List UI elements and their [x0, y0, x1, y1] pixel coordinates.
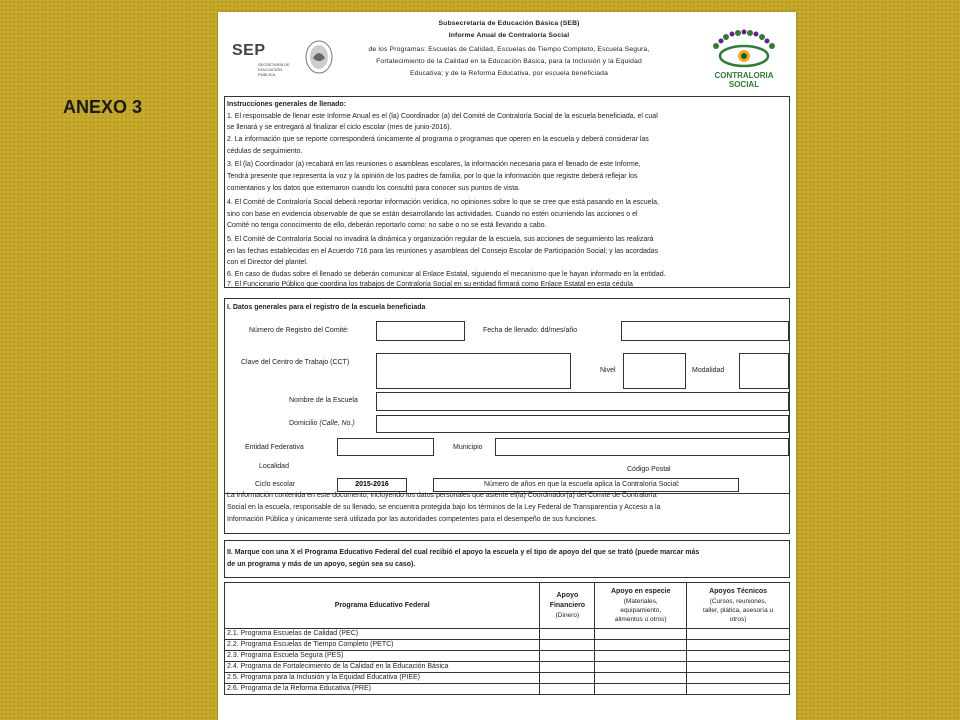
section-2-header	[224, 540, 790, 578]
tecnicos-cell[interactable]	[687, 629, 790, 640]
tecnicos-cell[interactable]	[687, 684, 790, 695]
section-2-title-1: II. Marque con una X el Programa Educativo Federal del cual recibió el apoyo la escuela y el tipo de apoyo del que se trató (puede marcar más	[227, 549, 700, 556]
sep-logo-subtitle: SECRETARÍA DE EDUCACIÓN PÚBLICA	[258, 62, 290, 77]
header-line-3: de los Programas: Escuelas de Calidad, Escuelas de Tiempo Completo, Escuela Segura,	[368, 46, 650, 53]
col-tecnicos-sub-2: taller, plática, asesoría u	[703, 607, 774, 614]
tecnicos-cell[interactable]	[687, 673, 790, 684]
instructions-title: Instrucciones generales de llenado:	[227, 101, 347, 108]
table-row	[225, 673, 790, 684]
especie-cell[interactable]	[595, 640, 687, 651]
instruction-line: 3. El (la) Coordinador (a) recabará en las reuniones o asambleas escolares, la información necesaria para el llenado de este Informe,	[227, 161, 641, 168]
tecnicos-cell[interactable]	[687, 651, 790, 662]
especie-cell[interactable]	[595, 673, 687, 684]
cs-logo-text-1: CONTRALORIA	[714, 71, 774, 80]
localidad-label: Localidad	[259, 463, 289, 470]
tecnicos-cell[interactable]	[687, 640, 790, 651]
report-document	[218, 12, 796, 720]
instruction-line: en las fechas establecidas en el Acuerdo 716 para las reuniones y asambleas del Consejo Escolar de Participación Social; y las acordadas	[227, 248, 659, 255]
program-name: 2.2. Programa Escuelas de Tiempo Completo (PETC)	[225, 640, 540, 651]
col-especie-sub-1: (Materiales,	[623, 598, 658, 605]
col-especie-label: Apoyo en especie	[610, 588, 671, 595]
col-especie-sub-2: equipamiento,	[620, 607, 662, 614]
instruction-line: 6. En caso de dudas sobre el llenado se deberán comunicar al Enlace Estatal, siguiendo el mecanismo que le hayan informado en la entidad.	[227, 271, 666, 278]
col-financiero-header	[540, 583, 595, 629]
section-1-title: I. Datos generales para el registro de la escuela beneficiada	[227, 304, 426, 311]
domicilio-hint: (Calle, No.)	[319, 420, 355, 427]
col-tecnicos-header	[687, 583, 790, 629]
clave-centro-field[interactable]	[376, 353, 571, 389]
instruction-line: Comité no tenga conocimiento de ello, deberán reportarlo como: no sabe o no se está llevando a cabo.	[227, 222, 547, 229]
col-especie-sub-3: alimentos u otros)	[614, 616, 667, 623]
program-name: 2.6. Programa de la Reforma Educativa (PRE)	[225, 684, 540, 695]
table-row	[225, 684, 790, 695]
financiero-cell[interactable]	[540, 673, 595, 684]
col-tecnicos-sub-1: (Cursos, reuniones,	[709, 598, 767, 605]
instruction-line: Tendrá presente que representa la voz y la opinión de los padres de familia, por lo que la información que registre deberá reflejar los	[227, 173, 638, 180]
privacy-line: Información Pública y únicamente será utilizada por las autoridades competentes para el desempeño de sus funciones.	[227, 516, 598, 523]
col-tecnicos-sub-3: otros)	[729, 616, 747, 623]
instruction-line: sino con base en evidencia observable de que se están desarrollando las actividades. Cuando no estén ocurriendo las acciones o el	[227, 211, 638, 218]
instructions-section	[224, 96, 790, 288]
financiero-cell[interactable]	[540, 651, 595, 662]
modalidad-field[interactable]	[739, 353, 789, 389]
instruction-line: 1. El responsable de llenar este Informe Anual es el (la) Coordinador (a) del Comité de Contraloría Social de la escuela beneficiada, el cual	[227, 113, 658, 120]
contraloria-social-logo-icon	[704, 26, 784, 94]
col-financiero-label: Apoyo Financiero	[549, 592, 586, 609]
municipio-label: Municipio	[453, 444, 483, 451]
numero-registro-field[interactable]	[376, 321, 465, 341]
col-especie-header	[595, 583, 687, 629]
col-programa-header: Programa Educativo Federal	[225, 583, 540, 629]
instruction-line: 7. El Funcionario Público que coordina los trabajos de Contraloría Social en su entidad firmará como Enlace Estatal en esta cédula	[227, 281, 633, 288]
ciclo-escolar-field[interactable]: 2015-2016	[337, 478, 407, 492]
privacy-line: Social en la escuela, responsable de su llenado, se encuentra protegida bajo los términos de la Ley Federal de Transparencia y Acceso a la	[227, 504, 661, 511]
program-name: 2.5. Programa para la Inclusión y la Equidad Educativa (PIEE)	[225, 673, 540, 684]
clave-centro-label: Clave del Centro de Trabajo (CCT)	[241, 359, 350, 366]
instruction-line: se llenará y se entregará al finalizar el ciclo escolar (mes de junio-2016).	[227, 124, 452, 131]
instruction-line: 4. El Comité de Contraloría Social deberá reportar información verídica, no opiniones sobre lo que se cree que está pasando en la escuela,	[227, 199, 659, 206]
table-row	[225, 662, 790, 673]
mexico-seal-icon	[304, 38, 334, 76]
instruction-line: 2. La información que se reporte corresponderá únicamente al programa o programas que operen en la escuela y deberá considerar las	[227, 136, 649, 143]
col-financiero-sub: (Dinero)	[555, 612, 580, 619]
nombre-escuela-label: Nombre de la Escuela	[289, 397, 358, 404]
codigo-postal-label: Código Postal	[627, 466, 671, 473]
nombre-escuela-field[interactable]	[376, 392, 789, 411]
especie-cell[interactable]	[595, 629, 687, 640]
header-line-4: Fortalecimiento de la Calidad en la Educación Básica, para la Inclusión y la Equidad	[376, 58, 642, 65]
instruction-line: cédulas de seguimiento.	[227, 148, 303, 155]
col-tecnicos-label: Apoyos Técnicos	[709, 588, 768, 595]
header-line-5: Educativa; y de la Reforma Educativa, por escuela beneficiada	[409, 70, 609, 77]
privacy-line: La información contenida en este documento, incluyendo los datos personales que asiente el(la) Coordinador(a) del Comité de Contraloría	[227, 492, 657, 499]
municipio-field[interactable]	[495, 438, 789, 456]
financiero-cell[interactable]	[540, 684, 595, 695]
domicilio-label	[289, 419, 355, 429]
programs-table	[224, 582, 790, 695]
privacy-notice	[224, 486, 790, 534]
fecha-llenado-field[interactable]	[621, 321, 789, 341]
program-name: 2.1. Programa Escuelas de Calidad (PEC)	[225, 629, 540, 640]
instruction-line: 5. El Comité de Contraloría Social no invadirá la dinámica y organización regular de la escuela, sus acciones de seguimiento las realizará	[227, 236, 654, 243]
instruction-line: comentarios y los datos que externaron cuando los consultó para conocer sus puntos de vista.	[227, 185, 521, 192]
especie-cell[interactable]	[595, 684, 687, 695]
sep-logo: SEP	[232, 42, 266, 59]
fecha-llenado-label: Fecha de llenado: dd/mes/año	[483, 327, 578, 334]
program-name: 2.4. Programa de Fortalecimiento de la Calidad en la Educación Básica	[225, 662, 540, 673]
program-name: 2.3. Programa Escuela Segura (PES)	[225, 651, 540, 662]
financiero-cell[interactable]	[540, 640, 595, 651]
domicilio-field[interactable]	[376, 415, 789, 433]
document-header	[224, 12, 790, 94]
header-line-2: Informe Anual de Contraloría Social	[448, 32, 570, 39]
anexo-label: ANEXO 3	[63, 97, 143, 117]
domicilio-text: Domicilio	[289, 420, 318, 427]
nivel-label: Nivel	[600, 367, 616, 374]
modalidad-label: Modalidad	[692, 367, 725, 374]
entidad-field[interactable]	[337, 438, 434, 456]
table-header-row	[225, 583, 790, 629]
table-row	[225, 629, 790, 640]
instruction-line: con el Director del plantel.	[227, 259, 308, 266]
numero-registro-label: Número de Registro del Comité:	[249, 327, 349, 334]
entidad-label: Entidad Federativa	[245, 444, 304, 451]
especie-cell[interactable]	[595, 651, 687, 662]
table-row	[225, 640, 790, 651]
numero-anios-label: Número de años en que la escuela aplica la Contraloría Social:	[484, 481, 680, 488]
especie-cell[interactable]	[595, 662, 687, 673]
ciclo-escolar-label: Ciclo escolar	[255, 481, 296, 488]
nivel-field[interactable]	[623, 353, 686, 389]
tecnicos-cell[interactable]	[687, 662, 790, 673]
cs-logo-text-2: SOCIAL	[728, 80, 760, 89]
table-row	[225, 651, 790, 662]
financiero-cell[interactable]	[540, 662, 595, 673]
financiero-cell[interactable]	[540, 629, 595, 640]
general-data-section	[224, 298, 790, 494]
header-line-1: Subsecretaría de Educación Básica (SEB)	[438, 20, 580, 27]
section-2-title-2: de un programa y más de un apoyo, según sea su caso).	[227, 561, 416, 568]
